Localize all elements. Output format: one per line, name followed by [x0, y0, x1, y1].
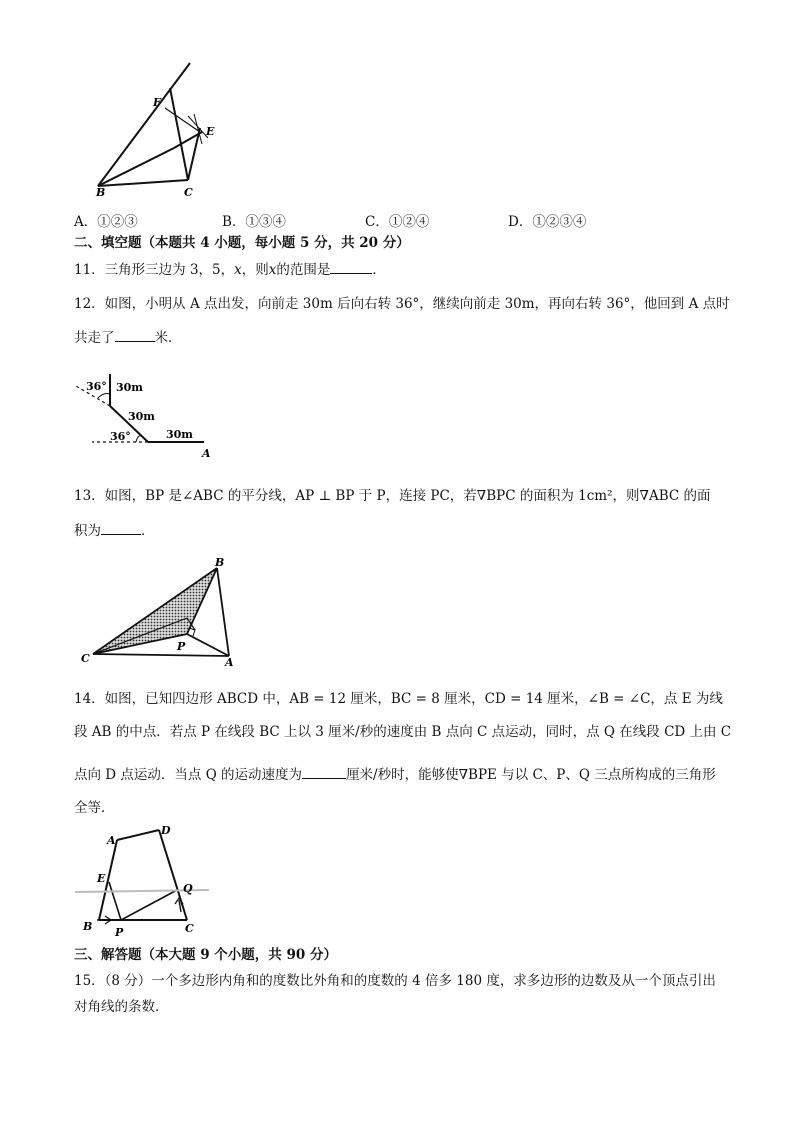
fig12-angle2: 36° [110, 430, 131, 443]
figure-q12 [70, 370, 220, 462]
q11-text-before: 11．三角形三边为 3，5， [74, 262, 235, 278]
q10-option-a: A．①②③ [74, 214, 138, 230]
fig10-line-c [170, 88, 188, 180]
question-13-line1: 13．如图，BP 是∠ABC 的平分线，AP ⊥ BP 于 P，连接 PC，若∇BPC 的面积为 1cm²，则∇ABC 的面 [74, 488, 711, 504]
fig14-label-p: P [115, 926, 124, 938]
figure-q13 [75, 558, 245, 670]
q11-text-after: 的范围是 [276, 262, 331, 278]
q13-text-after: ． [141, 523, 155, 539]
fig10-label-f: F [153, 96, 161, 109]
fig12-len2: 30m [128, 410, 155, 423]
fig14-label-q: Q [183, 882, 193, 895]
fig10-line-bd [98, 148, 174, 186]
figure-q10 [90, 58, 220, 198]
fig13-label-p: P [177, 640, 186, 653]
fig14-line-dc [159, 830, 187, 920]
fig14-label-d: D [161, 824, 171, 837]
fig14-label-a: A [107, 834, 116, 847]
fig12-len3: 30m [166, 428, 193, 441]
q14-answer-blank[interactable] [302, 764, 346, 779]
fig14-line-ep [109, 882, 121, 920]
fig10-line-bc [98, 180, 188, 186]
question-14-line4: 全等． [74, 800, 115, 816]
q13-text-before: 积为 [74, 523, 101, 539]
fig14-label-c: C [185, 922, 194, 935]
question-11 [74, 259, 386, 280]
fig13-label-c: C [81, 652, 90, 665]
fig12-label-a: A [202, 447, 211, 460]
figure-q14 [75, 820, 225, 938]
fig10-line-fe [165, 108, 200, 132]
fig14-line-ad [117, 830, 159, 840]
q10-option-b: B．①③④ [222, 214, 286, 230]
fig14-label-e: E [97, 872, 106, 885]
section2-heading: 二、填空题（本题共 4 小题，每小题 5 分，共 20 分） [74, 235, 410, 251]
q10-option-d: D．①②③④ [508, 214, 587, 230]
fig13-line-ba [217, 568, 229, 656]
q13-answer-blank[interactable] [101, 520, 141, 535]
q11-answer-blank[interactable] [330, 259, 372, 274]
q12-answer-blank[interactable] [115, 327, 155, 342]
question-13-line2 [74, 520, 155, 541]
q11-text-end: ． [372, 262, 386, 278]
fig12-angle1: 36° [86, 380, 107, 393]
fig13-line-pa [187, 634, 229, 656]
fig10-label-e: E [206, 125, 215, 138]
question-12-line2 [74, 327, 182, 348]
q11-text-mid: ，则 [241, 262, 269, 278]
fig10-label-c: C [184, 186, 193, 198]
q14-text-after: 厘米/秒时，能够使∇BPE 与以 C、P、Q 三点所构成的三角形 [346, 767, 716, 783]
fig14-line-pq [121, 890, 177, 920]
question-15-line1: 15．（8 分）一个多边形内角和的度数比外角和的度数的 4 倍多 180 度，求多边形的边数及从一个顶点引出 [74, 973, 716, 989]
question-12-line1: 12．如图，小明从 A 点出发，向前走 30m 后向右转 36°，继续向前走 30m，再向右转 36°，他回到 A 点时 [74, 296, 730, 312]
question-14-line2: 段 AB 的中点．若点 P 在线段 BC 上以 3 厘米/秒的速度由 B 点向 C 点运动，同时，点 Q 在线段 CD 上由 C [74, 724, 732, 740]
fig13-label-a: A [225, 656, 234, 669]
q12-text-before: 共走了 [74, 330, 115, 346]
q11-var-x2: x [268, 262, 277, 278]
q10-option-c: C．①②④ [365, 214, 430, 230]
fig12-arc1 [98, 394, 110, 399]
question-15-line2: 对角线的条数． [74, 999, 169, 1015]
q11-var-x: x [234, 262, 242, 278]
q14-text-before: 点向 D 点运动．当点 Q 的运动速度为 [74, 767, 303, 783]
fig14-label-b: B [83, 920, 93, 933]
question-14-line3 [74, 764, 716, 785]
fig12-len1: 30m [116, 381, 143, 394]
fig13-label-b: B [215, 558, 225, 569]
question-14-line1: 14．如图，已知四边形 ABCD 中，AB = 12 厘米，BC = 8 厘米，CD = 14 厘米，∠B = ∠C，点 E 为线 [74, 691, 723, 707]
section3-heading: 三、解答题（本大题 9 个小题，共 90 分） [74, 947, 337, 963]
fig10-label-b: B [96, 186, 106, 198]
fig13-line-ca [93, 654, 229, 656]
q12-text-after: 米． [154, 330, 182, 346]
